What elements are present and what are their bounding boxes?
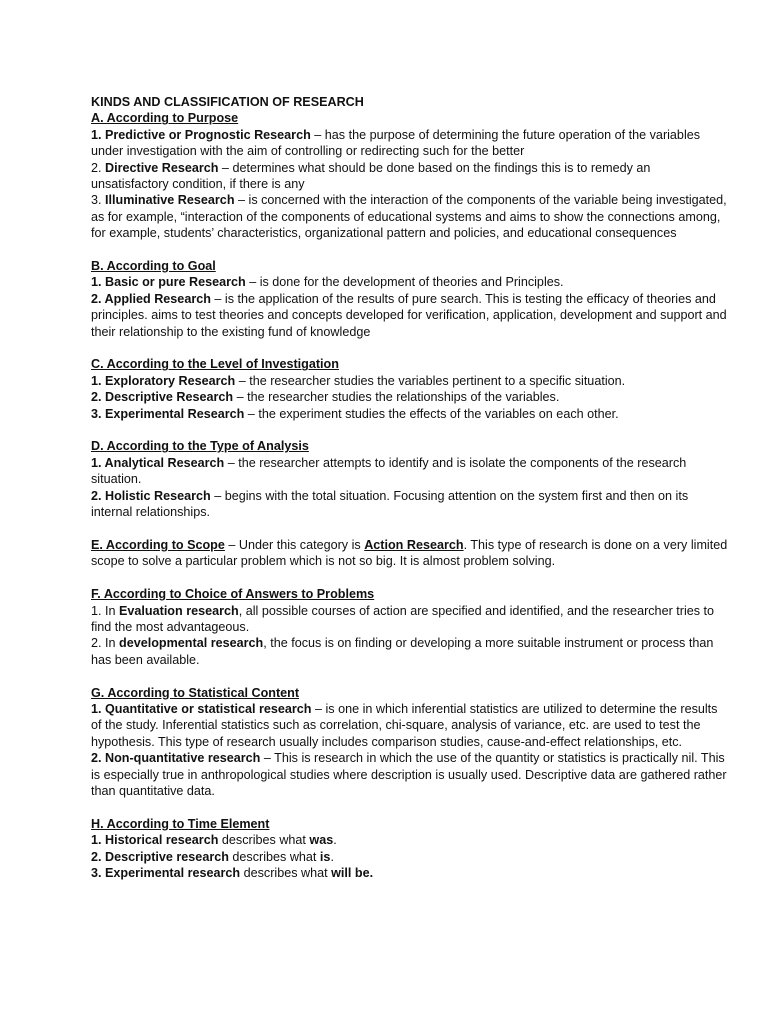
section-choice-of-answers bbox=[91, 586, 728, 668]
list-item: 2. Non-quantitative research – This is research in which the use of the quantity or statistics is practically nil. This is especially true in anthropological studies where description is usually used. Descriptive data are gathered rather than quantitative data. bbox=[91, 751, 727, 798]
list-item: 1. Basic or pure Research – is done for the development of theories and Principles. bbox=[91, 275, 564, 290]
section-time-element bbox=[91, 816, 728, 882]
list-item: 2. In developmental research, the focus is on finding or developing a more suitable instrument or process than has been available. bbox=[91, 636, 714, 667]
list-item: 2. Directive Research – determines what should be done based on the findings this is to remedy an unsatisfactory condition, if there is any bbox=[91, 160, 651, 192]
list-item: 1. Historical research describes what was. bbox=[91, 833, 337, 848]
section-goal bbox=[91, 258, 728, 340]
action-research-term: Action Research bbox=[364, 537, 464, 552]
section-heading: D. According to the Type of Analysis bbox=[91, 439, 309, 454]
section-heading: B. According to Goal bbox=[91, 259, 216, 274]
section-heading: H. According to Time Element bbox=[91, 816, 270, 831]
section-heading: G. According to Statistical Content bbox=[91, 685, 300, 700]
list-item: 3. Experimental Research – the experiment studies the effects of the variables on each other. bbox=[91, 406, 619, 421]
document-title: KINDS AND CLASSIFICATION OF RESEARCH bbox=[91, 95, 364, 109]
list-item: 1. Quantitative or statistical research – is one in which inferential statistics are utilized to determine the results of the study. Inferential statistics such as correlation, chi-square, analysis of variance, etc. are used to test the hypothesis. This type of research usually includes comparison studies, cause-and-effect relationships, etc. bbox=[91, 701, 718, 749]
section-heading: E. According to Scope bbox=[91, 537, 225, 552]
section-heading: C. According to the Level of Investigation bbox=[91, 357, 339, 372]
section-level-of-investigation bbox=[91, 356, 728, 422]
list-item: 2. Holistic Research – begins with the total situation. Focusing attention on the system first and then on its internal relationships. bbox=[91, 488, 689, 520]
list-item: 1. Exploratory Research – the researcher studies the variables pertinent to a specific situation. bbox=[91, 373, 626, 388]
list-item: 3. Experimental research describes what will be. bbox=[91, 865, 374, 880]
section-purpose bbox=[91, 110, 728, 241]
list-item: 1. In Evaluation research, all possible courses of action are specified and identified, and the researcher tries to find the most advantageous. bbox=[91, 603, 715, 634]
list-item: 1. Predictive or Prognostic Research – has the purpose of determining the future operation of the variables under investigation with the aim of controlling or redirecting such for the better bbox=[91, 127, 701, 159]
list-item: 2. Descriptive Research – the researcher studies the relationships of the variables. bbox=[91, 390, 560, 405]
section-scope bbox=[91, 537, 728, 570]
section-statistical-content bbox=[91, 685, 728, 800]
scope-paragraph: E. According to Scope – Under this category is Action Research. This type of research is done on a very limited scope to solve a particular problem which is not so big. It is almost problem solving. bbox=[91, 537, 728, 569]
list-item: 2. Applied Research – is the application of the results of pure search. This is testing the efficacy of theories and principles. aims to test theories and concepts developed for verification, application, development and support and their relationship to the existing fund of knowledge bbox=[91, 291, 727, 339]
list-item: 1. Analytical Research – the researcher attempts to identify and is isolate the components of the research situation. bbox=[91, 455, 687, 487]
section-heading: F. According to Choice of Answers to Problems bbox=[91, 587, 375, 602]
section-heading: A. According to Purpose bbox=[91, 111, 239, 126]
section-type-of-analysis bbox=[91, 438, 728, 520]
list-item: 2. Descriptive research describes what is. bbox=[91, 849, 334, 864]
list-item: 3. Illuminative Research – is concerned with the interaction of the components of the variable being investigated, as for example, “interaction of the components of educational systems and aims to show the connections among, for example, students’ characteristics, organizational pattern and policies, and educational consequences bbox=[91, 193, 727, 241]
